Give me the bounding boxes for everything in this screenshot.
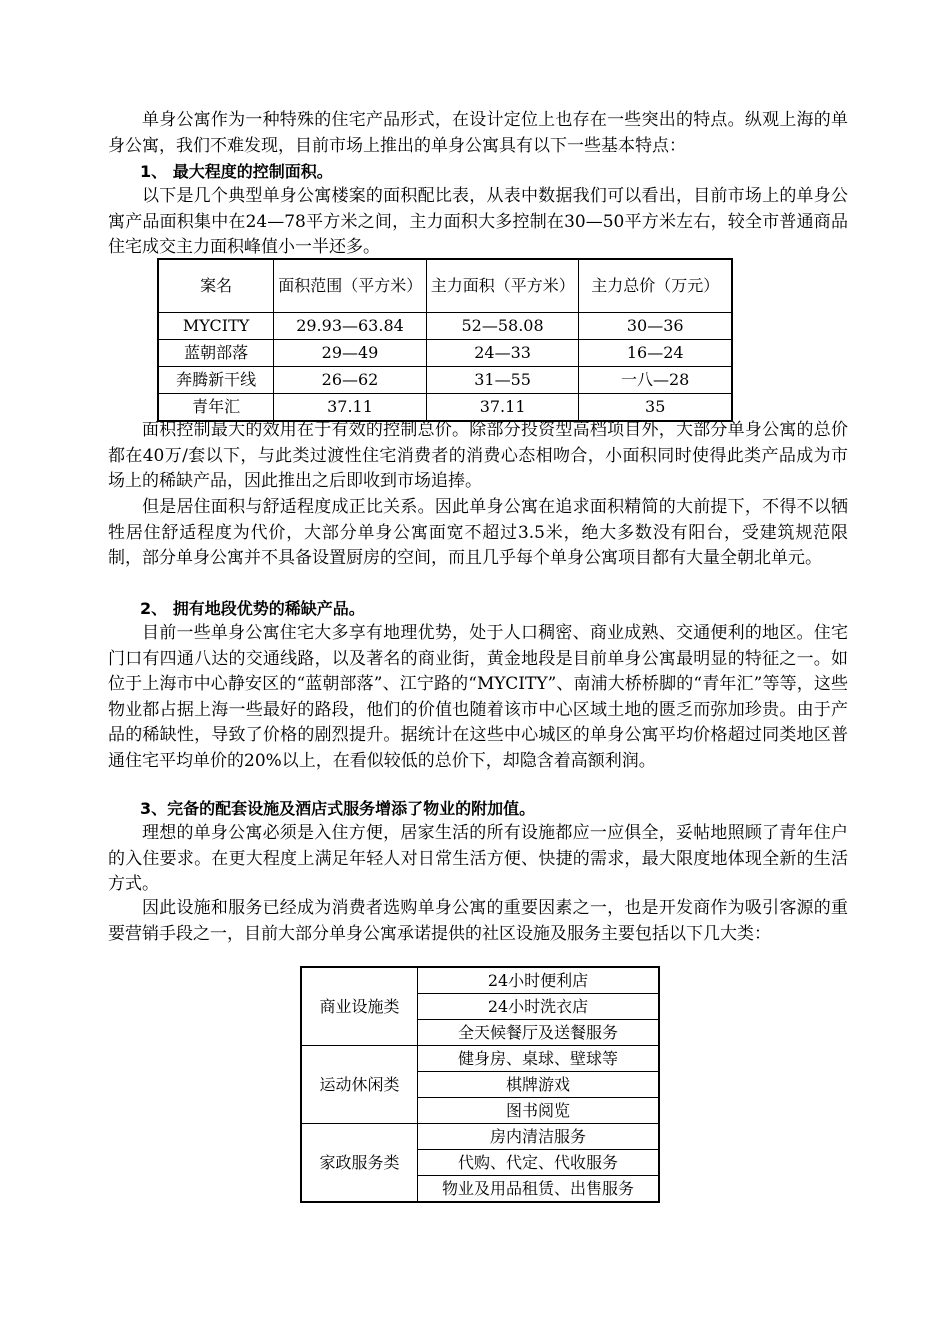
services-table bbox=[300, 966, 660, 1203]
service-item: 棋牌游戏 bbox=[418, 1072, 660, 1098]
service-item: 全天候餐厅及送餐服务 bbox=[418, 1020, 660, 1046]
service-item: 24小时洗衣店 bbox=[418, 994, 660, 1020]
section-3-paragraph-1: 理想的单身公寓必须是入住方便，居家生活的所有设施都应一应俱全，妥帖地照顾了青年住户的入住要求。在更大程度上满足年轻人对日常生活方便、快捷的需求，最大限度地体现全新的生活方式。 bbox=[108, 823, 848, 894]
section-2-heading: 2、 拥有地段优势的稀缺产品。 bbox=[140, 599, 365, 618]
table-row bbox=[301, 1124, 659, 1150]
section-1-paragraph-2: 面积控制最大的效用在于有效的控制总价。除部分投资型高档项目外，大部分单身公寓的总价都在40万/套以下，与此类过渡性住宅消费者的消费心态相吻合，小面积同时使得此类产品成为市场上的稀缺产品，因此推出之后即收到市场追捧。 bbox=[108, 420, 848, 491]
table-header-cell: 主力面积（平方米） bbox=[426, 259, 579, 313]
table-row bbox=[301, 1046, 659, 1072]
table-cell: 29—49 bbox=[274, 340, 427, 367]
intro-paragraph: 单身公寓作为一种特殊的住宅产品形式，在设计定位上也存在一些突出的特点。纵观上海的单身公寓，我们不难发现，目前市场上推出的单身公寓具有以下一些基本特点： bbox=[108, 110, 848, 156]
service-item: 物业及用品租赁、出售服务 bbox=[418, 1176, 660, 1203]
table-cell: 24—33 bbox=[426, 340, 579, 367]
table-header-row bbox=[158, 259, 732, 313]
section-3-paragraph-2: 因此设施和服务已经成为消费者选购单身公寓的重要因素之一，也是开发商作为吸引客源的重要营销手段之一，目前大部分单身公寓承诺提供的社区设施及服务主要包括以下几大类： bbox=[108, 898, 848, 944]
table-cell: 35 bbox=[579, 394, 732, 422]
table-row bbox=[158, 313, 732, 340]
section-3-heading: 3、完备的配套设施及酒店式服务增添了物业的附加值。 bbox=[140, 799, 536, 818]
table-cell: 奔腾新干线 bbox=[158, 367, 274, 394]
table-cell: 37.11 bbox=[426, 394, 579, 422]
table-cell: 52—58.08 bbox=[426, 313, 579, 340]
table-header-cell: 案名 bbox=[158, 259, 274, 313]
section-1-paragraph-1: 以下是几个典型单身公寓楼案的面积配比表，从表中数据我们可以看出，目前市场上的单身公寓产品面积集中在24—78平方米之间，主力面积大多控制在30—50平方米左右，较全市普通商品住宅成交主力面积峰值小一半还多。 bbox=[108, 186, 848, 257]
table-cell: 30—36 bbox=[579, 313, 732, 340]
table-header-cell: 主力总价（万元） bbox=[579, 259, 732, 313]
section-1-paragraph-3: 但是居住面积与舒适程度成正比关系。因此单身公寓在追求面积精简的大前提下，不得不以牺牲居住舒适程度为代价，大部分单身公寓面宽不超过3.5米，绝大多数没有阳台，受建筑规范限制，部分单身公寓并不具备设置厨房的空间，而且几乎每个单身公寓项目都有大量全朝北单元。 bbox=[108, 497, 848, 568]
table-cell: 16—24 bbox=[579, 340, 732, 367]
service-item: 代购、代定、代收服务 bbox=[418, 1150, 660, 1176]
section-2-paragraph-1: 目前一些单身公寓住宅大多享有地理优势，处于人口稠密、商业成熟、交通便利的地区。住宅门口有四通八达的交通线路，以及著名的商业街，黄金地段是目前单身公寓最明显的特征之一。如位于上海市中心静安区的“蓝朝部落”、江宁路的“MYCITY”、南浦大桥桥脚的“青年汇”等等，这些物业都占据上海一些最好的路段，他们的价值也随着该市中心区域土地的匮乏而弥加珍贵。由于产品的稀缺性，导致了价格的剧烈提升。据统计在这些中心城区的单身公寓平均价格超过同类地区普通住宅平均单价的20%以上，在看似较低的总价下，却隐含着高额利润。 bbox=[108, 623, 848, 771]
service-item: 图书阅览 bbox=[418, 1098, 660, 1124]
table-cell: 37.11 bbox=[274, 394, 427, 422]
table-row bbox=[158, 394, 732, 422]
category-cell: 家政服务类 bbox=[301, 1124, 418, 1203]
table-row bbox=[158, 367, 732, 394]
section-1-heading: 1、 最大程度的控制面积。 bbox=[140, 162, 333, 181]
table-cell: 26—62 bbox=[274, 367, 427, 394]
table-cell: MYCITY bbox=[158, 313, 274, 340]
table-cell: 蓝朝部落 bbox=[158, 340, 274, 367]
area-comparison-table bbox=[157, 258, 733, 422]
table-row bbox=[158, 340, 732, 367]
category-cell: 运动休闲类 bbox=[301, 1046, 418, 1124]
service-item: 房内清洁服务 bbox=[418, 1124, 660, 1150]
service-item: 健身房、桌球、壁球等 bbox=[418, 1046, 660, 1072]
table-cell: 29.93—63.84 bbox=[274, 313, 427, 340]
table-header-cell: 面积范围（平方米） bbox=[274, 259, 427, 313]
service-item: 24小时便利店 bbox=[418, 967, 660, 994]
category-cell: 商业设施类 bbox=[301, 967, 418, 1046]
table-cell: 青年汇 bbox=[158, 394, 274, 422]
table-cell: 一八—28 bbox=[579, 367, 732, 394]
table-row bbox=[301, 967, 659, 994]
table-cell: 31—55 bbox=[426, 367, 579, 394]
